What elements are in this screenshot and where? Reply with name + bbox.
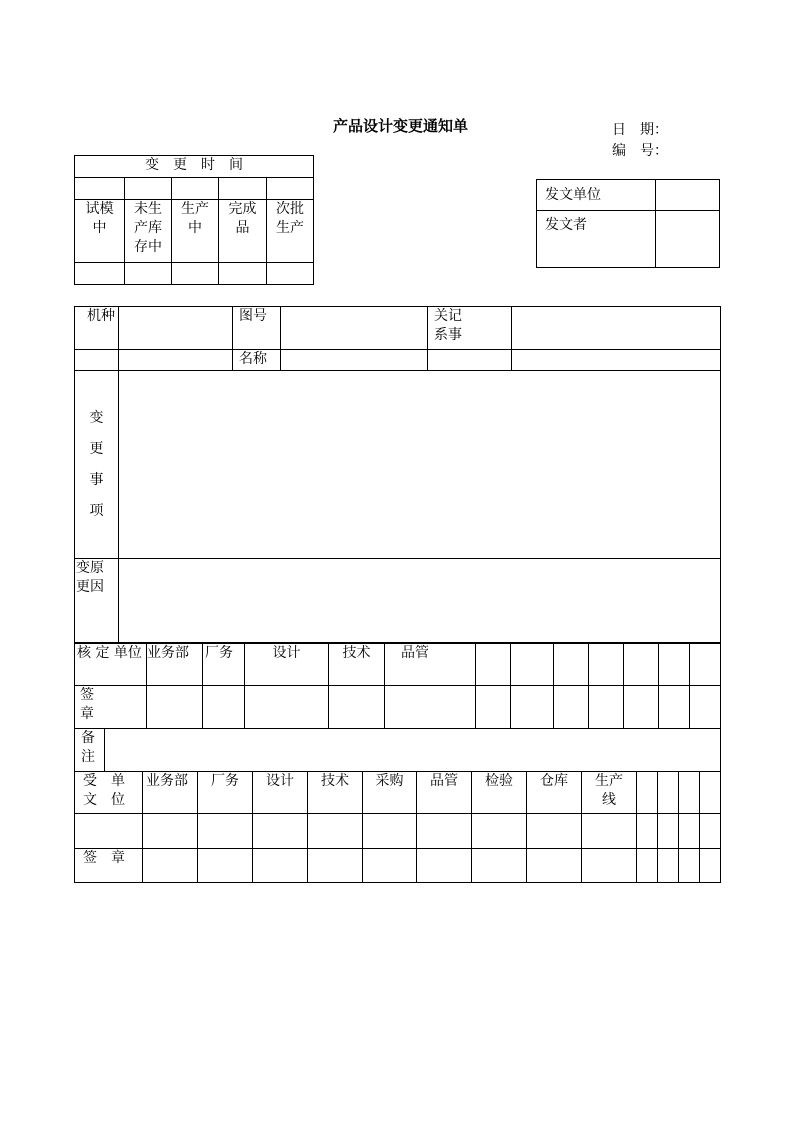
recipient-label: 受 单文 位 (75, 772, 143, 814)
change-time-check-3[interactable] (172, 178, 219, 200)
approval-seal-extra-2[interactable] (511, 686, 554, 729)
related-label: 关记系事 (428, 307, 512, 350)
recipient-seal-13[interactable] (700, 849, 721, 883)
recipient-inspection: 检验 (472, 772, 527, 814)
stage-label-next-batch: 次批生产 (267, 200, 314, 263)
recipient-seal-12[interactable] (679, 849, 700, 883)
date-label: 日 期： (612, 122, 668, 138)
stage-label-in-production: 生产中 (172, 200, 219, 263)
stage-value-1[interactable] (75, 263, 125, 285)
remarks-table (74, 728, 721, 772)
model-extra-field[interactable] (75, 350, 119, 371)
approval-seal-extra-4[interactable] (589, 686, 624, 729)
issuer-unit-field[interactable] (656, 180, 720, 211)
recipients-table (74, 771, 721, 883)
name-label: 名称 (233, 350, 281, 371)
recipient-tech: 技术 (308, 772, 363, 814)
recipient-design: 设计 (253, 772, 308, 814)
form-title: 产品设计变更通知单 (333, 117, 469, 135)
recipient-extra-2[interactable] (658, 772, 679, 814)
approval-unit-label: 核 定 单位 (75, 644, 147, 686)
recipient-qc: 品管 (417, 772, 472, 814)
change-reason-field[interactable] (119, 559, 721, 643)
approval-seal-qc[interactable] (385, 686, 476, 729)
recipient-seal-3[interactable] (253, 849, 308, 883)
recipient-seal-label: 签 章 (75, 849, 143, 883)
approval-seal-factory[interactable] (203, 686, 245, 729)
change-items-field[interactable] (119, 371, 721, 559)
change-reason-label: 变原更因 (75, 559, 119, 643)
related-extra-field[interactable] (428, 350, 512, 371)
stage-label-finished: 完成品 (219, 200, 267, 263)
recipient-seal-8[interactable] (527, 849, 582, 883)
recipient-row2-1[interactable] (143, 814, 198, 849)
remark-label: 备注 (75, 729, 105, 772)
recipient-row2-13[interactable] (700, 814, 721, 849)
recipient-seal-11[interactable] (658, 849, 679, 883)
recipient-warehouse: 仓库 (527, 772, 582, 814)
model-label: 机种 (75, 307, 119, 350)
name-field[interactable] (281, 350, 428, 371)
recipient-row2-10[interactable] (637, 814, 658, 849)
approval-extra-5[interactable] (624, 644, 659, 686)
drawing-no-label: 图号 (233, 307, 281, 350)
recipient-row2-2[interactable] (198, 814, 253, 849)
approval-seal-extra-5[interactable] (624, 686, 659, 729)
recipient-row2-9[interactable] (582, 814, 637, 849)
related-field[interactable] (512, 307, 721, 350)
change-time-table (74, 155, 314, 285)
approval-table (74, 643, 721, 729)
stage-label-unproduced: 未生产库存中 (125, 200, 172, 263)
change-time-check-4[interactable] (219, 178, 267, 200)
approval-seal-extra-6[interactable] (659, 686, 690, 729)
number-label: 编 号： (612, 143, 668, 159)
recipient-seal-4[interactable] (308, 849, 363, 883)
model-field[interactable] (119, 307, 233, 350)
approval-extra-3[interactable] (554, 644, 589, 686)
recipient-seal-6[interactable] (417, 849, 472, 883)
recipient-extra-3[interactable] (679, 772, 700, 814)
issuer-unit-label: 发文单位 (537, 180, 656, 211)
recipient-row2-6[interactable] (417, 814, 472, 849)
main-info-table (74, 306, 721, 643)
recipient-purchasing: 采购 (363, 772, 417, 814)
recipient-extra-1[interactable] (637, 772, 658, 814)
recipient-row2-3[interactable] (253, 814, 308, 849)
recipient-row2-5[interactable] (363, 814, 417, 849)
change-time-header: 变 更 时 间 (75, 156, 314, 178)
recipient-seal-1[interactable] (143, 849, 198, 883)
approval-seal-label: 签章 (75, 686, 147, 729)
approval-seal-extra-1[interactable] (476, 686, 511, 729)
stage-value-2[interactable] (125, 263, 172, 285)
change-time-check-2[interactable] (125, 178, 172, 200)
issuer-person-label: 发文者 (537, 211, 656, 268)
recipient-row2-11[interactable] (658, 814, 679, 849)
issuer-person-field[interactable] (656, 211, 720, 268)
stage-value-4[interactable] (219, 263, 267, 285)
recipient-production-line: 生产线 (582, 772, 637, 814)
change-items-label: 变 更 事 项 (75, 371, 119, 559)
recipient-seal-7[interactable] (472, 849, 527, 883)
recipient-seal-5[interactable] (363, 849, 417, 883)
approval-seal-tech[interactable] (329, 686, 385, 729)
approval-extra-6[interactable] (659, 644, 690, 686)
approval-seal-extra-7[interactable] (690, 686, 721, 729)
approval-seal-extra-3[interactable] (554, 686, 589, 729)
approval-unit-tech: 技术 (329, 644, 385, 686)
approval-extra-1[interactable] (476, 644, 511, 686)
approval-extra-4[interactable] (589, 644, 624, 686)
change-time-check-1[interactable] (75, 178, 125, 200)
stage-value-3[interactable] (172, 263, 219, 285)
approval-extra-2[interactable] (511, 644, 554, 686)
recipient-extra-4[interactable] (700, 772, 721, 814)
approval-unit-sales: 业务部 (147, 644, 203, 686)
approval-unit-factory: 厂务 (203, 644, 245, 686)
change-time-check-5[interactable] (267, 178, 314, 200)
approval-unit-design: 设计 (245, 644, 329, 686)
recipient-row2-label[interactable] (75, 814, 143, 849)
recipient-seal-10[interactable] (637, 849, 658, 883)
recipient-sales: 业务部 (143, 772, 198, 814)
issuer-table (536, 179, 720, 268)
stage-label-trial: 试模中 (75, 200, 125, 263)
approval-unit-qc: 品管 (385, 644, 476, 686)
model-field-2[interactable] (119, 350, 233, 371)
approval-seal-sales[interactable] (147, 686, 203, 729)
recipient-row2-7[interactable] (472, 814, 527, 849)
approval-seal-design[interactable] (245, 686, 329, 729)
drawing-no-field[interactable] (281, 307, 428, 350)
recipient-row2-4[interactable] (308, 814, 363, 849)
recipient-seal-2[interactable] (198, 849, 253, 883)
recipient-seal-9[interactable] (582, 849, 637, 883)
recipient-row2-8[interactable] (527, 814, 582, 849)
recipient-row2-12[interactable] (679, 814, 700, 849)
related-field-2[interactable] (512, 350, 721, 371)
recipient-factory: 厂务 (198, 772, 253, 814)
approval-extra-7[interactable] (690, 644, 721, 686)
remark-field[interactable] (105, 729, 721, 772)
stage-value-5[interactable] (267, 263, 314, 285)
